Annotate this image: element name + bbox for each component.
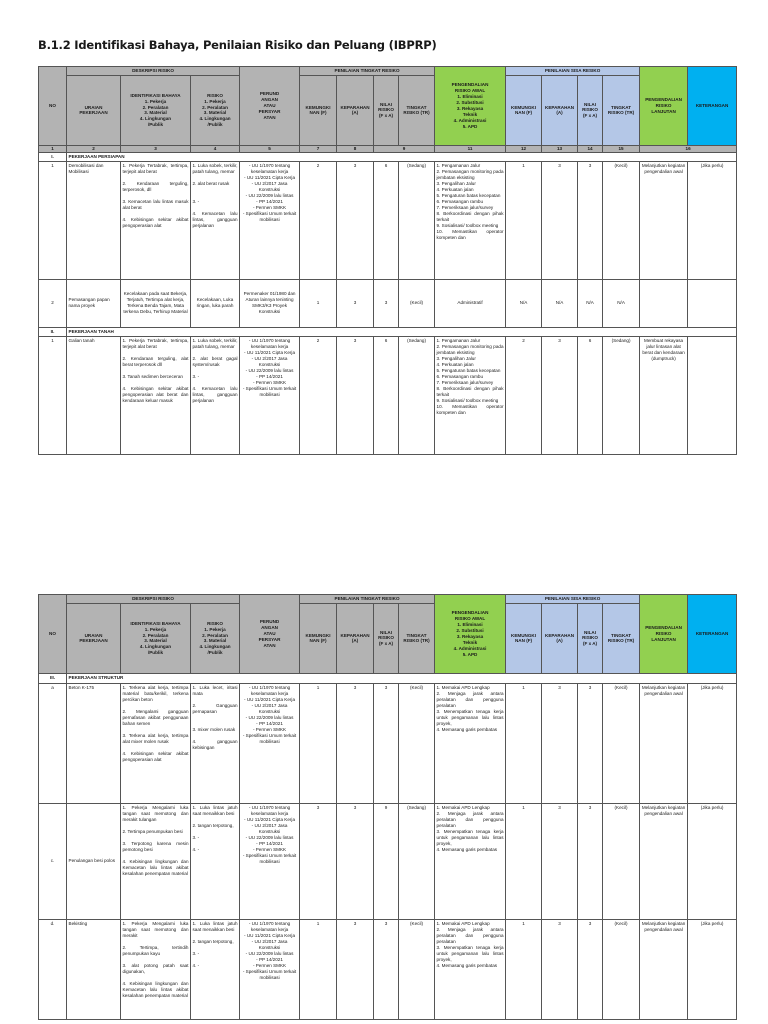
sisa-nilai-risiko: N/A bbox=[578, 279, 603, 327]
pengendalian-awal: 1. Memakai APD Lengkap 2. Menjaga jarak antara peralatan dan pengguna peralatan 3. Menempatkan tenaga kerja untuk pengamanan lalu lintas proyek, 4. Memasang garis pembatas bbox=[435, 919, 506, 1019]
table-row bbox=[39, 161, 737, 279]
uraian-pekerjaan: Penulangan besi polos bbox=[67, 803, 121, 919]
colnum: 9 bbox=[374, 145, 435, 152]
perundangan: - UU 1/1970 tentang keselamatan kerja - UU 11/2021 Cipta Kerja - UU 2/2017 Jasa Konstruksi - UU 22/2009 lalu lintas - PP 14/2021 - Permen SMKK - Spesifikasi Umum terkait mobilisasi bbox=[240, 919, 300, 1019]
keparahan: 3 bbox=[337, 803, 374, 919]
header-tingkat-risiko: TINGKAT RISIKO (TR) bbox=[399, 603, 435, 673]
header-no: NO bbox=[39, 595, 67, 674]
kemungkinan: 2 bbox=[300, 336, 337, 454]
uraian-pekerjaan: Galian tanah bbox=[67, 336, 121, 454]
header-perundangan: PERUND ANGAN ATAU PERSYAR ATAN bbox=[240, 67, 300, 146]
tingkat-risiko: (Kecil) bbox=[399, 919, 435, 1019]
pengendalian-awal: 1. Memakai APD Lengkap 2. Menjaga jarak antara peralatan dan pengguna peralatan 3. Menempatkan tenaga kerja untuk pengamanan lalu lintas proyek, 4. Memasang garis pembatas bbox=[435, 683, 506, 803]
table-row bbox=[39, 803, 737, 919]
perundangan: - UU 1/1970 tentang keselamatan kerja - UU 11/2021 Cipta Kerja - UU 2/2017 Jasa Konstruksi - UU 22/2009 lalu lintas - PP 14/2021 - Permen SMKK - Spesifikasi Umum terkait mobilisasi bbox=[240, 161, 300, 279]
colnum: 5 bbox=[240, 145, 300, 152]
sisa-keparahan: 3 bbox=[542, 161, 578, 279]
identifikasi-bahaya: 1. Terkena alat kerja, tertimpa material batu/kerikil, terkena percikan beton 2. Mengalami gangguan pernafasan akibat penggunaan bahan semen 3. Terkena alat kerja, tertimpa alat mixer molen rusak 4. Kebisingan sekitar akibat pengoperasian alat bbox=[121, 683, 191, 803]
header-uraian: URAIAN PEKERJAAN bbox=[67, 75, 121, 145]
header-keparahan: KEPARAHAN (A) bbox=[337, 603, 374, 673]
kemungkinan: 1 bbox=[300, 279, 337, 327]
header-nilai-risiko: NILAI RISIKO (F x A) bbox=[374, 603, 399, 673]
row-number: 2 bbox=[39, 279, 67, 327]
header-risiko: RISIKO 1. Pekerja 2. Peralatan 3. Material 4. Lingkungan /Publik bbox=[191, 75, 240, 145]
colnum: 14 bbox=[578, 145, 603, 152]
sisa-kemungkinan: 1 bbox=[506, 919, 542, 1019]
colnum: 16 bbox=[640, 145, 737, 152]
colnum: 2 bbox=[67, 145, 121, 152]
perundangan: - UU 1/1970 tentang keselamatan kerja - UU 11/2021 Cipta Kerja - UU 2/2017 Jasa Konstruksi - UU 22/2009 lalu lintas - PP 14/2021 - Permen SMKK - Spesifikasi Umum terkait mobilisasi bbox=[240, 683, 300, 803]
header-uraian: URAIAN PEKERJAAN bbox=[67, 603, 121, 673]
uraian-pekerjaan: Beton K-175 bbox=[67, 683, 121, 803]
sisa-kemungkinan: 1 bbox=[506, 683, 542, 803]
sisa-keparahan: 3 bbox=[542, 803, 578, 919]
document-title: B.1.2 Identifikasi Bahaya, Penilaian Risiko dan Peluang (IBPRP) bbox=[38, 38, 437, 52]
risiko: 1. Luka sobek, terkilir, patah tulang, memar 2. alat berat gagal system/rusak 3. - 4. Kemacetan lalu lintas, gangguan perjalanan bbox=[191, 336, 240, 454]
section-title: PEKERJAAN PERSIAPAN bbox=[67, 152, 737, 161]
perundangan: Permenaker 01/1980 dan Aturan lainnya teninting SMK3/K3 Proyek Konstruksi bbox=[240, 279, 300, 327]
sisa-nilai-risiko: 3 bbox=[578, 683, 603, 803]
pengendalian-awal: 1. Pengamanan Jalur 2. Pemasangan monitoring pada jembatan eksisting 3. Pengalihan Jalur 4. Perkuatan jalan 5. Pengaturan batas kecepatan 6. Pemasangan rambu 7. Pemeriksaan jalur/survey 8. Berkoordinasi dengan pihak terkait 9. Sosialisasi/ toolbox meeting 10. Memastikan operator kompeten dan bbox=[435, 336, 506, 454]
table-row bbox=[39, 336, 737, 454]
keterangan: (Jika perlu) bbox=[688, 161, 737, 279]
ibprp-table-2 bbox=[38, 594, 737, 1020]
header-tingkat-risiko: TINGKAT RISIKO (TR) bbox=[399, 75, 435, 145]
header-sisa-kemungkinan: KEMUNGKI NAN (F) bbox=[506, 603, 542, 673]
table-row bbox=[39, 279, 737, 327]
pengendalian-lanjutan: Melanjutkan kegiatan pengendalian awal bbox=[640, 683, 688, 803]
identifikasi-bahaya: 1. Pekerja Mengalami luka tangan saat memotong dan merakit tulangan 2. Tertimpa penumpukan besi 3. Terpotong karena mesin pemotong besi 4. Kebisingan lingkungan dan Kemacetan lalu lintas akibat kesalahan penempatan material bbox=[121, 803, 191, 919]
header-pengendalian-awal: PENGENDALIAN RISIKO AWAL 1. Eliminasi 2. Substitusi 3. Rekayasa Teknik 4. Administrasi 5. APD bbox=[435, 595, 506, 674]
sisa-keparahan: N/A bbox=[542, 279, 578, 327]
identifikasi-bahaya: 1. Pekerja Tertabrak, tertimpa, terjepit alat berat 2. Kendaraan terguling, terperosok, dll 3. Kemacetan lalu lintas masuk alat berat 4. Kebisingan sekitar akibat pengoperasian alat bbox=[121, 161, 191, 279]
row-number: 1 bbox=[39, 161, 67, 279]
sisa-tingkat-risiko: (Kecil) bbox=[603, 803, 640, 919]
header-sisa-keparahan: KEPARAHAN (A) bbox=[542, 75, 578, 145]
perundangan: - UU 1/1970 tentang keselamatan kerja - UU 11/2021 Cipta Kerja - UU 2/2017 Jasa Konstruksi - UU 22/2009 lalu lintas - PP 14/2021 - Permen SMKK - Spesifikasi Umum terkait mobilisasi bbox=[240, 803, 300, 919]
keterangan bbox=[688, 279, 737, 327]
keparahan: 3 bbox=[337, 161, 374, 279]
colnum: 1 bbox=[39, 145, 67, 152]
nilai-risiko: 3 bbox=[374, 919, 399, 1019]
row-number: a bbox=[39, 683, 67, 803]
section-number: I. bbox=[39, 152, 67, 161]
colnum: 11 bbox=[435, 145, 506, 152]
risiko: Kecelakaan, Luka ringan, luka parah bbox=[191, 279, 240, 327]
uraian-pekerjaan: Demobilisasi dan Mobilisasi bbox=[67, 161, 121, 279]
sisa-keparahan: 3 bbox=[542, 683, 578, 803]
header-identifikasi-bahaya: IDENTIFIKASI BAHAYA 1. Pekerja 2. Peralatan 3. Material 4. Lingkungan /Publik bbox=[121, 603, 191, 673]
colnum: 8 bbox=[337, 145, 374, 152]
header-nilai-risiko: NILAI RISIKO (F x A) bbox=[374, 75, 399, 145]
kemungkinan: 1 bbox=[300, 919, 337, 1019]
header-sisa-tingkat-risiko: TINGKAT RISIKO (TR) bbox=[603, 75, 640, 145]
table-row bbox=[39, 683, 737, 803]
tingkat-risiko: (Sedang) bbox=[399, 336, 435, 454]
pengendalian-lanjutan: Melanjutkan kegiatan pengendalian awal bbox=[640, 161, 688, 279]
header-perundangan: PERUND ANGAN ATAU PERSYAR ATAN bbox=[240, 595, 300, 674]
colnum: 12 bbox=[506, 145, 542, 152]
keterangan: (Jika perlu) bbox=[688, 919, 737, 1019]
header-kemungkinan: KEMUNGKI NAN (F) bbox=[300, 75, 337, 145]
header-keparahan: KEPARAHAN (A) bbox=[337, 75, 374, 145]
risiko: 1. Luka lecet, iritasi mata 2. Gangguan pernapasan 3. mixer molen rusak 4. gangguan kebisingan bbox=[191, 683, 240, 803]
sisa-kemungkinan: N/A bbox=[506, 279, 542, 327]
nilai-risiko: 9 bbox=[374, 803, 399, 919]
header-deskripsi-risiko: DESKRIPSI RISIKO bbox=[67, 595, 240, 604]
keterangan: (Jika perlu) bbox=[688, 683, 737, 803]
tingkat-risiko: (Kecil) bbox=[399, 683, 435, 803]
keterangan: (Jika perlu) bbox=[688, 803, 737, 919]
uraian-pekerjaan: Bekisting bbox=[67, 919, 121, 1019]
tingkat-risiko: (Sedang) bbox=[399, 803, 435, 919]
header-pengendalian-awal: PENGENDALIAN RISIKO AWAL 1. Eliminasi 2. Substitusi 3. Rekayasa Teknik 4. Administrasi 5. APD bbox=[435, 67, 506, 146]
keterangan bbox=[688, 336, 737, 454]
sisa-nilai-risiko: 3 bbox=[578, 803, 603, 919]
header-penilaian-sisa-resiko: PENILAIAN SISA RESIKO bbox=[506, 595, 640, 604]
header-kemungkinan: KEMUNGKI NAN (F) bbox=[300, 603, 337, 673]
sisa-tingkat-risiko: (Sedang) bbox=[603, 336, 640, 454]
pengendalian-awal: Administratif bbox=[435, 279, 506, 327]
tingkat-risiko: (Kecil) bbox=[399, 279, 435, 327]
pengendalian-lanjutan: Melanjutkan kegiatan pengendalian awal bbox=[640, 803, 688, 919]
pengendalian-awal: 1. Pengamanan Jalur 2. Pemasangan monitoring pada jembatan eksisting 3. Pengalihan Jalur 4. Perkuatan jalan 5. Pengaturan batas kecepatan 6. Pemasangan rambu 7. Pemeriksaan jalur/survey 8. Berkoordinasi dengan pihak terkait 9. Sosialisasi/ toolbox meeting 10. Memastikan operator kompeten dan bbox=[435, 161, 506, 279]
keparahan: 3 bbox=[337, 279, 374, 327]
sisa-kemungkinan: 2 bbox=[506, 336, 542, 454]
row-number: d. bbox=[39, 919, 67, 1019]
kemungkinan: 3 bbox=[300, 803, 337, 919]
kemungkinan: 1 bbox=[300, 683, 337, 803]
row-number: c. bbox=[39, 803, 67, 919]
header-sisa-kemungkinan: KEMUNGKI NAN (F) bbox=[506, 75, 542, 145]
pengendalian-lanjutan: Melanjutkan kegiatan pengendalian awal bbox=[640, 919, 688, 1019]
sisa-kemungkinan: 1 bbox=[506, 803, 542, 919]
sisa-nilai-risiko: 6 bbox=[578, 336, 603, 454]
colnum: 3 bbox=[121, 145, 191, 152]
section-number: III. bbox=[39, 673, 67, 683]
header-pengendalian-lanjutan: PENGENDALIAN RISIKO LANJUTAN bbox=[640, 67, 688, 146]
header-no: NO bbox=[39, 67, 67, 146]
header-pengendalian-lanjutan: PENGENDALIAN RISIKO LANJUTAN bbox=[640, 595, 688, 674]
section-title: PEKERJAAN TANAH bbox=[67, 327, 737, 336]
identifikasi-bahaya: 1. Pekerja Tertabrak, tertimpa, terjepit alat berat 2. Kendaraan terguling, alat berat terperosok dll 3. Tanah sedimen berceceran 4. Kebisingan sekitar akibat pengoperasian alat berat dan kendaraan keluar masuk bbox=[121, 336, 191, 454]
sisa-tingkat-risiko: (Kecil) bbox=[603, 919, 640, 1019]
sisa-tingkat-risiko: N/A bbox=[603, 279, 640, 327]
colnum: 13 bbox=[542, 145, 578, 152]
header-keterangan: KETERANGAN bbox=[688, 67, 737, 146]
header-sisa-nilai-risiko: NILAI RISIKO (F x A) bbox=[578, 603, 603, 673]
keparahan: 3 bbox=[337, 336, 374, 454]
pengendalian-awal: 1. Memakai APD Lengkap 2. Menjaga jarak antara peralatan dan pengguna peralatan 3. Menempatkan tenaga kerja untuk pengamanan lalu lintas proyek, 4. Memasang garis pembatas bbox=[435, 803, 506, 919]
header-penilaian-tingkat-resiko: PENILAIAN TINGKAT RESIKO bbox=[300, 67, 435, 76]
sisa-keparahan: 3 bbox=[542, 919, 578, 1019]
header-risiko: RISIKO 1. Pekerja 2. Peralatan 3. Material 4. Lingkungan /Publik bbox=[191, 603, 240, 673]
sisa-nilai-risiko: 3 bbox=[578, 919, 603, 1019]
header-sisa-nilai-risiko: NILAI RISIKO (F x A) bbox=[578, 75, 603, 145]
nilai-risiko: 6 bbox=[374, 336, 399, 454]
header-penilaian-sisa-resiko: PENILAIAN SISA RESIKO bbox=[506, 67, 640, 76]
header-deskripsi-risiko: DESKRIPSI RISIKO bbox=[67, 67, 240, 76]
identifikasi-bahaya: 1. Pekerja Mengalami luka tangan saat memotong dan merakit 2. Tertimpa, tertindih penumpukan kayu 3. alat potong patah saat digunakan, 4. Kebisingan lingkungan dan Kemacetan lalu lintas akibat kesalahan penempatan material bbox=[121, 919, 191, 1019]
risiko: 1. Luka lintas jatuh saat menaikkan besi 2. tangan terpotong, 3. - 4. - bbox=[191, 919, 240, 1019]
header-sisa-tingkat-risiko: TINGKAT RISIKO (TR) bbox=[603, 603, 640, 673]
colnum: 7 bbox=[300, 145, 337, 152]
ibprp-table-1 bbox=[38, 66, 737, 455]
header-keterangan: KETERANGAN bbox=[688, 595, 737, 674]
risiko: 1. Luka lintas jatuh saat menaikkan besi 2. tangan terpotong, 3. - 4. - bbox=[191, 803, 240, 919]
sisa-nilai-risiko: 3 bbox=[578, 161, 603, 279]
sisa-tingkat-risiko: (Kecil) bbox=[603, 161, 640, 279]
uraian-pekerjaan: Pemasangan papan nama proyek bbox=[67, 279, 121, 327]
keparahan: 3 bbox=[337, 919, 374, 1019]
perundangan: - UU 1/1970 tentang keselamatan kerja - UU 11/2021 Cipta Kerja - UU 2/2017 Jasa Konstruksi - UU 22/2009 lalu lintas - PP 14/2021 - Permen SMKK - Spesifikasi Umum terkait mobilisasi bbox=[240, 336, 300, 454]
section-number: II. bbox=[39, 327, 67, 336]
sisa-keparahan: 3 bbox=[542, 336, 578, 454]
colnum: 4 bbox=[191, 145, 240, 152]
identifikasi-bahaya: Kecelakaan pada saat Bekerja, Terjatuh, Tertimpa alat kerja, Terkena Benda Tajam, Mata terkena Debu, Terhirup Material bbox=[121, 279, 191, 327]
kemungkinan: 2 bbox=[300, 161, 337, 279]
pengendalian-lanjutan: Membuat rekayasa jalur lintasan alat berat dan kendaraan (dumptruck) bbox=[640, 336, 688, 454]
table-row bbox=[39, 919, 737, 1019]
risiko: 1. Luka sobek, terkilir, patah tulang, memar 2. alat berat rusak 3. - 4. Kemacetan lalu lintas, gangguan perjalanan bbox=[191, 161, 240, 279]
nilai-risiko: 6 bbox=[374, 161, 399, 279]
section-title: PEKERJAAN STRUKTUR bbox=[67, 673, 737, 683]
header-identifikasi-bahaya: IDENTIFIKASI BAHAYA 1. Pekerja 2. Peralatan 3. Material 4. Lingkungan /Publik bbox=[121, 75, 191, 145]
header-sisa-keparahan: KEPARAHAN (A) bbox=[542, 603, 578, 673]
sisa-kemungkinan: 1 bbox=[506, 161, 542, 279]
colnum: 15 bbox=[603, 145, 640, 152]
tingkat-risiko: (Sedang) bbox=[399, 161, 435, 279]
nilai-risiko: 3 bbox=[374, 683, 399, 803]
row-number: 1 bbox=[39, 336, 67, 454]
nilai-risiko: 3 bbox=[374, 279, 399, 327]
keparahan: 3 bbox=[337, 683, 374, 803]
pengendalian-lanjutan bbox=[640, 279, 688, 327]
header-penilaian-tingkat-resiko: PENILAIAN TINGKAT RESIKO bbox=[300, 595, 435, 604]
sisa-tingkat-risiko: (Kecil) bbox=[603, 683, 640, 803]
